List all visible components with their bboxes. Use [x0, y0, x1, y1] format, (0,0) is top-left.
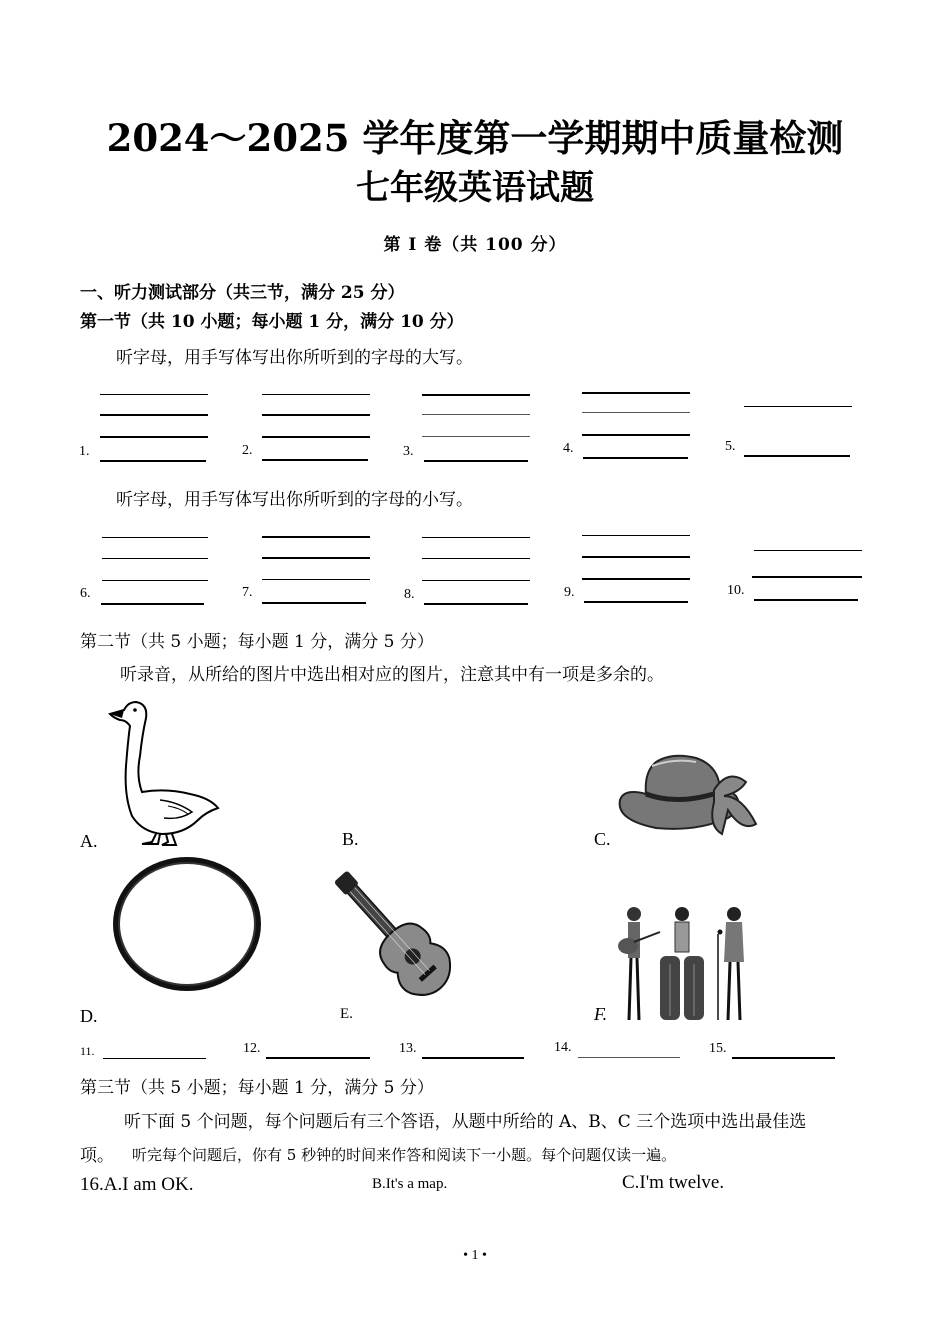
q12-number: 12.: [243, 1041, 261, 1056]
q3-number: 3.: [403, 444, 414, 459]
exam-title: 2024～2025 学年度第一学期期中质量检测: [106, 116, 844, 160]
band-icon: [614, 904, 750, 1026]
option-c-label: C.: [594, 829, 611, 849]
q4-number: 4.: [563, 441, 574, 456]
section2-heading: 第二节（共 5 小题；每小题 1 分，满分 5 分）: [80, 632, 434, 652]
section1-instr-lower: 听字母，用手写体写出你所听到的字母的小写。: [116, 490, 473, 510]
section1-heading: 第一节（共 10 小题；每小题 1 分，满分 10 分）: [80, 312, 464, 332]
q7-number: 7.: [242, 585, 253, 600]
exam-subtitle: 七年级英语试题: [356, 168, 594, 208]
part1-heading: 一、听力测试部分（共三节，满分 25 分）: [80, 283, 405, 303]
section1-instr-upper: 听字母，用手写体写出你所听到的字母的大写。: [116, 348, 473, 368]
guitar-icon: [364, 878, 488, 1000]
circle-icon: [108, 856, 266, 992]
q15-number: 15.: [709, 1041, 727, 1056]
q5-number: 5.: [725, 439, 736, 454]
section3-instr-line2a: 项。: [80, 1146, 114, 1166]
option-f-label: F.: [594, 1004, 608, 1024]
section3-instr-line2b: 听完每个问题后，你有 5 秒钟的时间来作答和阅读下一小题。每个问题仅读一遍。: [132, 1146, 677, 1164]
option-d-label: D.: [80, 1006, 98, 1026]
q11-number: 11.: [80, 1044, 95, 1058]
section3-heading: 第三节（共 5 小题；每小题 1 分，满分 5 分）: [80, 1078, 434, 1098]
q9-number: 9.: [564, 585, 575, 600]
page-number: • 1 •: [463, 1248, 487, 1263]
q13-number: 13.: [399, 1041, 417, 1056]
q16-option-a: 16.A.I am OK.: [80, 1174, 194, 1195]
q16-option-c: C.I'm twelve.: [622, 1172, 725, 1193]
q16-option-b: B.It's a map.: [372, 1176, 448, 1192]
q2-number: 2.: [242, 443, 253, 458]
option-a-label: A.: [80, 831, 98, 851]
q1-number: 1.: [79, 444, 90, 459]
q14-number: 14.: [554, 1040, 572, 1055]
hat-icon: [616, 752, 758, 842]
q6-number: 6.: [80, 586, 91, 601]
option-b-label: B.: [342, 829, 359, 849]
q8-number: 8.: [404, 587, 415, 602]
volume-label: 第 I 卷（共 100 分）: [383, 235, 567, 255]
section3-instr-line1: 听下面 5 个问题，每个问题后有三个答语，从题中所给的 A、B、C 三个选项中选出最佳选: [124, 1112, 807, 1132]
section2-instr: 听录音，从所给的图片中选出相对应的图片，注意其中有一项是多余的。: [120, 665, 664, 685]
q10-number: 10.: [727, 583, 745, 598]
goose-icon: [106, 696, 221, 848]
option-e-label: E.: [340, 1006, 353, 1022]
